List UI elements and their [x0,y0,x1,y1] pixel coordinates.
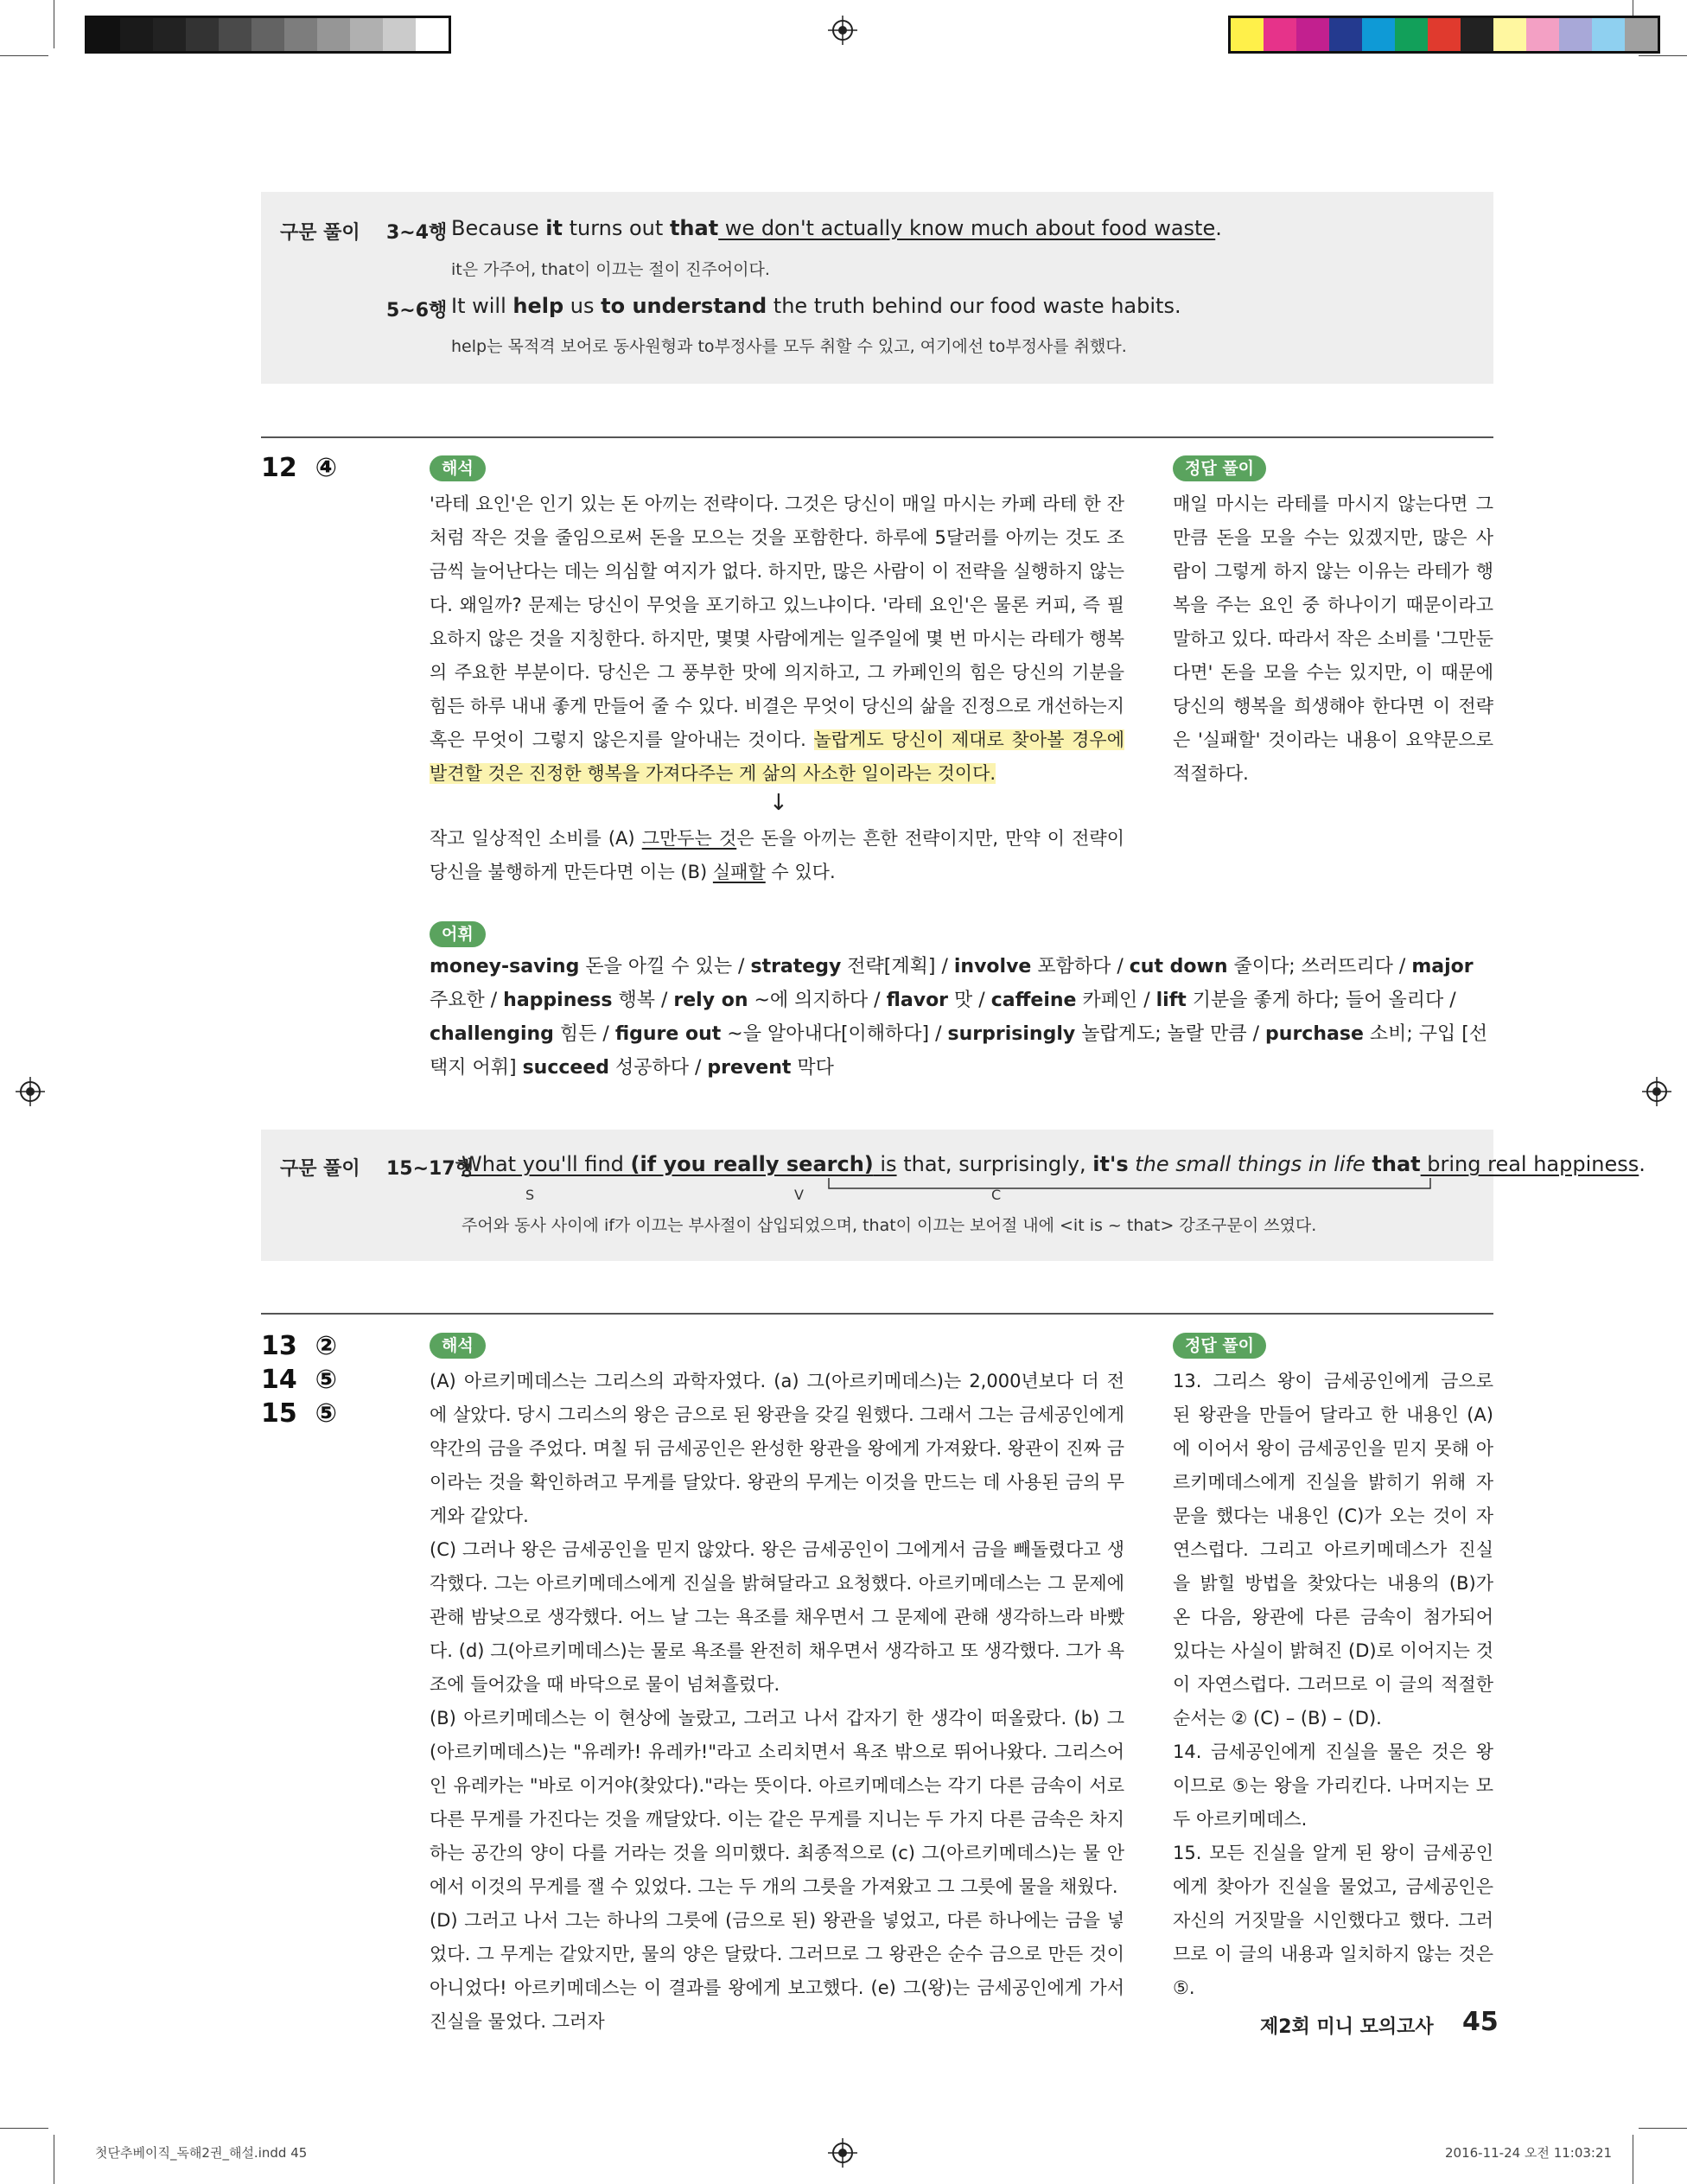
grammar-note: 주어와 동사 사이에 if가 이끄는 부사절이 삽입되었으며, that이 이끄는 보어절 내에 <it is ~ that> 강조구문이 쓰였다. [462,1216,1317,1235]
vocab-word: rely on [673,990,748,1011]
translation-tag: 해석 [430,1333,486,1359]
registration-mark-icon [16,1077,45,1106]
crop-mark [1639,55,1687,56]
question-number: 13 ② 14 ⑤ 15 ⑤ [261,1331,338,1429]
gray-color-bar [85,16,451,54]
highlighted-sentence: 놀랍게도 당신이 제대로 찾아볼 경우에 발견할 것은 진정한 행복을 가져다주는 게 삶의 사소한 일이라는 것이다. [430,729,1124,784]
vocab-meaning: 놀랍게도; 놀랄 만큼 / [1075,1023,1266,1045]
file-slug: 첫단추베이직_독해2권_해설.indd 45 [95,2145,308,2161]
translation-text [430,1365,1124,2039]
color-swatch [1559,18,1592,51]
paragraph-b: (B) 아르키메데스는 이 현상에 놀랐고, 그러고 나서 갑자기 한 생각이 떠올랐다. (b) 그(아르키메데스)는 "유레카! 유레카!"라고 소리치면서 욕조 밖으로 뛰어나왔다. 그리스어인 유레카는 "바로 이거야(찾았다)."라는 뜻이다. 아르키메데스는 각기 다른 금속이 서로 다른 무게를 가진다는 것을 깨달았다. 이는 같은 무게를 지니는 두 가지 다른 금속은 차지하는 공간의 양이 다를 거라는 것을 의미했다. 최종적으로 (c) 그(아르키메데스)는 물 안에서 이것의 무게를 잴 수 있었다. 그는 두 개의 그릇을 가져왔고 그 그릇에 물을 채웠다. [430,1708,1124,1897]
syntax-label: 구문 풀이 [280,222,360,244]
color-swatch [1296,18,1329,51]
answer-mark: ⑤ [315,1398,338,1429]
color-swatch [1362,18,1395,51]
vocab-meaning: 맛 / [948,990,991,1011]
crop-mark [1639,2128,1687,2129]
vocab-word: cut down [1129,956,1228,977]
syntax-label: 구문 풀이 [280,1158,360,1180]
vocab-meaning: ~에 의지하다 / [748,990,887,1011]
verb-mark: V [794,1187,804,1203]
syntax-note-box [261,192,1493,384]
vocab-meaning: 포함하다 / [1031,956,1130,977]
example-sentence: It will help us to understand the truth behind our food waste habits. [451,294,1181,318]
color-swatch [1526,18,1559,51]
color-swatch [1461,18,1493,51]
vocab-list [430,950,1496,1085]
answer-explanation: 매일 마시는 라테를 마시지 않는다면 그만큼 돈을 모을 수는 있겠지만, 많은 사람이 그렇게 하지 않는 이유는 라테가 행복을 주는 요인 중 하나이기 때문이라고 말하고 있다. 따라서 작은 소비를 '그만둔다면' 돈을 모을 수는 있지만, 이 때문에 당신의 행복을 희생해야 한다면 이 전략은 '실패할' 것이라는 내용이 요약문으로 적절하다. [1173,493,1493,784]
color-swatch [383,18,416,51]
translation-tag: 해석 [430,455,486,481]
color-bar [1228,16,1660,54]
line-ref: 5~6행 [386,300,448,322]
color-swatch [1329,18,1362,51]
question-number: 12 ④ [261,453,338,483]
line-ref: 3~4행 [386,222,448,244]
section-divider [261,436,1493,438]
color-swatch [416,18,449,51]
color-swatch [153,18,186,51]
complement-bracket [827,1178,1432,1192]
vocab-meaning: 전략[계획] / [841,956,954,977]
vocab-word: strategy [750,956,842,977]
complement-mark: C [991,1187,1002,1203]
example-sentence: What you'll find (if you really search) is that, surprisingly, it's the small things in life that bring real happiness. [462,1152,1646,1176]
vocab-word: caffeine [990,990,1077,1011]
date-slug: 2016-11-24 오전 11:03:21 [1445,2145,1613,2161]
vocab-word: lift [1155,990,1187,1011]
crop-mark [0,55,48,56]
paragraph-c: (C) 그러나 왕은 금세공인을 믿지 않았다. 왕은 금세공인이 그에게서 금을 빼돌렸다고 생각했다. 그는 아르키메데스에게 진실을 밝혀달라고 요청했다. 아르키메데스는 그 문제에 관해 밤낮으로 생각했다. 어느 날 그는 욕조를 채우면서 그 문제에 관해 생각하느라 바빴다. (d) 그(아르키메데스)는 물로 욕조를 완전히 채우면서 생각하고 또 생각했다. 그가 욕조에 들어갔을 때 바닥으로 물이 넘쳐흘렀다. [430,1539,1124,1695]
grammar-note: it은 가주어, that이 이끄는 절이 진주어이다. [451,260,770,279]
color-swatch [1625,18,1658,51]
color-swatch [120,18,153,51]
vocab-word: flavor [886,990,949,1011]
paragraph-d: (D) 그러고 나서 그는 하나의 그릇에 (금으로 된) 왕관을 넣었고, 다른 하나에는 금을 넣었다. 그 무게는 같았지만, 물의 양은 달랐다. 그러므로 그 왕관은 순수 금으로 만든 것이 아니었다! 아르키메데스는 이 결과를 왕에게 보고했다. (e) 그(왕)는 금세공인에게 가서 진실을 물었다. 그러자 [430,1910,1124,2032]
color-swatch [284,18,317,51]
color-swatch [1592,18,1625,51]
vocab-word: prevent [707,1057,792,1079]
vocab-meaning: 성공하다 / [609,1057,708,1079]
vocab-meaning: 힘든 / [553,1023,615,1045]
vocab-meaning: 줄이다; 쓰러뜨리다 / [1227,956,1412,977]
vocab-word: money-saving [430,956,580,977]
vocab-meaning: 소비; 구입 [선택지 어휘] [430,1023,1488,1079]
section-divider [261,1313,1493,1315]
vocab-word: purchase [1265,1023,1364,1045]
vocab-word: happiness [503,990,613,1011]
vocab-word: figure out [614,1023,722,1045]
vocab-tag: 어휘 [430,921,486,947]
vocab-word: succeed [522,1057,610,1079]
vocab-meaning: 행복 / [612,990,674,1011]
vocab-meaning: 기분을 좋게 하다; 들어 올리다 / [1186,990,1456,1011]
registration-mark-icon [828,16,857,45]
vocab-meaning: 돈을 아낄 수 있는 / [579,956,751,977]
color-swatch [186,18,219,51]
color-swatch [1264,18,1296,51]
color-swatch [350,18,383,51]
registration-mark-icon [1642,1077,1671,1106]
color-swatch [1493,18,1526,51]
color-swatch [1428,18,1461,51]
footer-title: 제2회 미니 모의고사 [1260,2016,1434,2038]
answer-mark: ② [315,1331,338,1361]
color-swatch [87,18,120,51]
summary-text: 작고 일상적인 소비를 (A) 그만두는 것은 돈을 아끼는 흔한 전략이지만, 만약 이 전략이 당신을 불행하게 만든다면 이는 (B) 실패할 수 있다. [430,828,1124,882]
vocab-meaning: 주요한 / [430,990,504,1011]
color-swatch [251,18,284,51]
color-swatch [317,18,350,51]
crop-mark [0,2128,48,2129]
line-ref: 15~17행 [386,1158,474,1180]
vocab-word: challenging [430,1023,554,1045]
color-swatch [1231,18,1264,51]
down-arrow-icon: ↓ [769,790,788,816]
color-swatch [219,18,251,51]
vocab-meaning: ~을 알아내다[이해하다] / [721,1023,948,1045]
answer-mark: ④ [315,453,338,483]
answer-explanation: 13. 그리스 왕이 금세공인에게 금으로 된 왕관을 만들어 달라고 한 내용인 (A)에 이어서 왕이 금세공인을 믿지 못해 아르키메데스에게 진실을 밝히기 위해 자문을 했다는 내용인 (C)가 오는 것이 자연스럽다. 그리고 아르키메데스가 진실을 밝힐 방법을 찾았다는 내용의 (B)가 온 다음, 왕관에 다른 금속이 첨가되어 있다는 사실이 밝혀진 (D)로 이어지는 것이 자연스럽다. 그러므로 이 글의 적절한 순서는 ② (C) – (B) – (D). 14. 금세공인에게 진실을 물은 것은 왕이므로 ⑤는 왕을 가리킨다. 나머지는 모두 아르키메데스. 15. 모든 진실을 알게 된 왕이 금세공인에게 찾아가 진실을 물었고, 금세공인은 자신의 거짓말을 시인했다고 했다. 그러므로 이 글의 내용과 일치하지 않는 것은 ⑤. [1173,1371,1493,1998]
translation-text: '라테 요인'은 인기 있는 돈 아끼는 전략이다. 그것은 당신이 매일 마시는 카페 라테 한 잔처럼 작은 것을 줄임으로써 돈을 모으는 것을 포함한다. 하루에 5달러를 아끼는 것도 조금씩 늘어난다는 데는 의심할 여지가 없다. 하지만, 많은 사람이 이 전략을 실행하지 않는다. 왜일까? 문제는 당신이 무엇을 포기하고 있느냐이다. '라테 요인'은 물론 커피, 즉 필요하지 않은 것을 지칭한다. 하지만, 몇몇 사람에게는 일주일에 몇 번 마시는 라테가 행복의 주요한 부분이다. 당신은 그 풍부한 맛에 의지하고, 그 카페인의 힘은 당신의 기분을 힘든 하루 내내 좋게 만들어 줄 수 있다. 비결은 무엇이 당신의 삶을 진정으로 개선하는지 혹은 무엇이 그렇지 않은지를 알아내는 것이다. 놀랍게도 당신이 제대로 찾아볼 경우에 발견할 것은 진정한 행복을 가져다주는 게 삶의 사소한 일이라는 것이다. [430,493,1124,784]
vocab-meaning: 막다 [791,1057,834,1079]
example-sentence: Because it turns out that we don't actually know much about food waste. [451,216,1222,240]
answer-mark: ⑤ [315,1365,338,1395]
color-swatch [1395,18,1428,51]
registration-mark-icon [828,2138,857,2168]
subject-mark: S [525,1187,535,1203]
syntax-note-box [261,1130,1646,1261]
grammar-note: help는 목적격 보어로 동사원형과 to부정사를 모두 취할 수 있고, 여기에선 to부정사를 취했다. [451,337,1127,356]
paragraph-a: (A) 아르키메데스는 그리스의 과학자였다. (a) 그(아르키메데스)는 2,000년보다 더 전에 살았다. 당시 그리스의 왕은 금으로 된 왕관을 갖길 원했다. 그래서 그는 금세공인에게 약간의 금을 주었다. 며칠 뒤 금세공인은 완성한 왕관을 왕에게 가져왔다. 왕관이 진짜 금이라는 것을 확인하려고 무게를 달았다. 왕관의 무게는 이것을 만드는 데 사용된 금의 무게와 같았다. [430,1371,1124,1526]
vocab-word: surprisingly [947,1023,1076,1045]
page-number: 45 [1462,2007,1499,2037]
vocab-word: major [1411,956,1474,977]
answer-explanation-tag: 정답 풀이 [1173,1333,1266,1359]
vocab-word: involve [953,956,1032,977]
answer-explanation-tag: 정답 풀이 [1173,455,1266,481]
vocab-meaning: 카페인 / [1076,990,1156,1011]
